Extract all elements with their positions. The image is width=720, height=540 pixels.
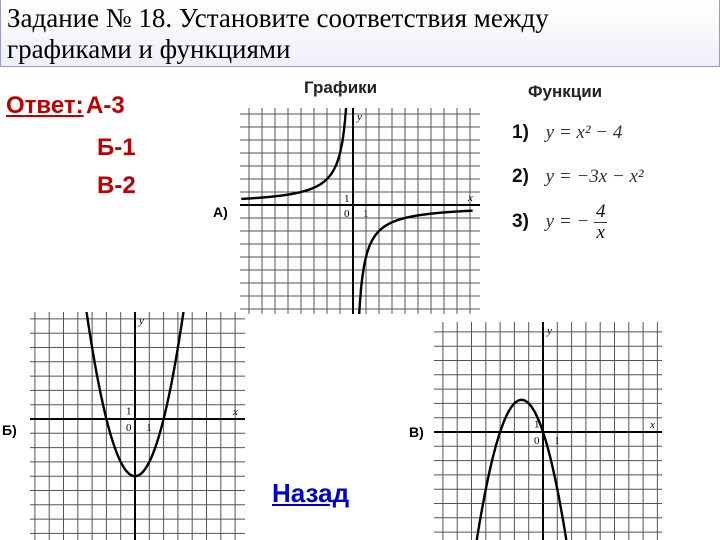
function-2-number: 2) <box>512 166 529 187</box>
function-1-expression: y = x² − 4 <box>545 122 623 143</box>
functions-heading: Функции <box>528 82 603 101</box>
graph-v-origin-label: 0 <box>534 435 540 447</box>
answer-item-v: В-2 <box>97 172 136 199</box>
function-2 <box>512 166 644 188</box>
graph-a-x-label: x <box>468 192 473 204</box>
graph-b-grid <box>30 312 245 540</box>
function-1-number: 1) <box>512 122 529 143</box>
graph-v-y-tick-1: 1 <box>534 418 540 431</box>
graph-b-x-tick-1: 1 <box>146 422 152 434</box>
graph-a-x-tick-1: 1 <box>363 208 369 220</box>
function-3-expression-prefix: y = − <box>545 210 590 232</box>
function-3 <box>512 202 607 243</box>
graph-b-y-tick-1: 1 <box>126 405 132 418</box>
graph-b <box>30 312 245 540</box>
back-link[interactable]: Назад <box>272 478 350 508</box>
answer-label: Ответ: <box>6 92 84 119</box>
graph-v-letter: В) <box>409 424 424 440</box>
graph-a-grid <box>240 108 480 314</box>
graph-v-y-label: y <box>547 325 552 337</box>
graph-v <box>434 322 662 540</box>
function-2-expression: y = −3x − x² <box>545 166 644 187</box>
graph-a-y-tick-1: 1 <box>344 193 350 205</box>
function-3-numerator: 4 <box>595 201 606 222</box>
function-3-fraction <box>594 202 608 243</box>
title-bar <box>0 0 720 67</box>
function-3-denominator: x <box>596 222 605 243</box>
graph-a-letter: А) <box>213 204 228 220</box>
graph-b-origin-label: 0 <box>126 422 132 434</box>
graph-b-x-label: x <box>233 406 238 418</box>
graph-b-y-label: y <box>139 315 144 327</box>
graph-a-y-label: y <box>357 111 362 123</box>
graph-a-origin-label: 0 <box>344 208 350 220</box>
title-line-2: графиками и функциями <box>7 34 291 64</box>
function-1 <box>512 122 622 144</box>
graph-b-letter: Б) <box>2 422 17 438</box>
answer-item-a: А-3 <box>86 92 125 119</box>
graphs-heading: Графики <box>304 78 378 97</box>
title-line-1: Задание № 18. Установите соответствия между <box>7 3 549 33</box>
graph-v-x-tick-1: 1 <box>554 435 560 447</box>
function-3-number: 3) <box>512 210 529 232</box>
graph-a <box>240 108 480 314</box>
graph-a-curve-2 <box>358 211 473 314</box>
graph-v-x-label: x <box>650 419 655 431</box>
answer-item-b: Б-1 <box>97 134 136 161</box>
